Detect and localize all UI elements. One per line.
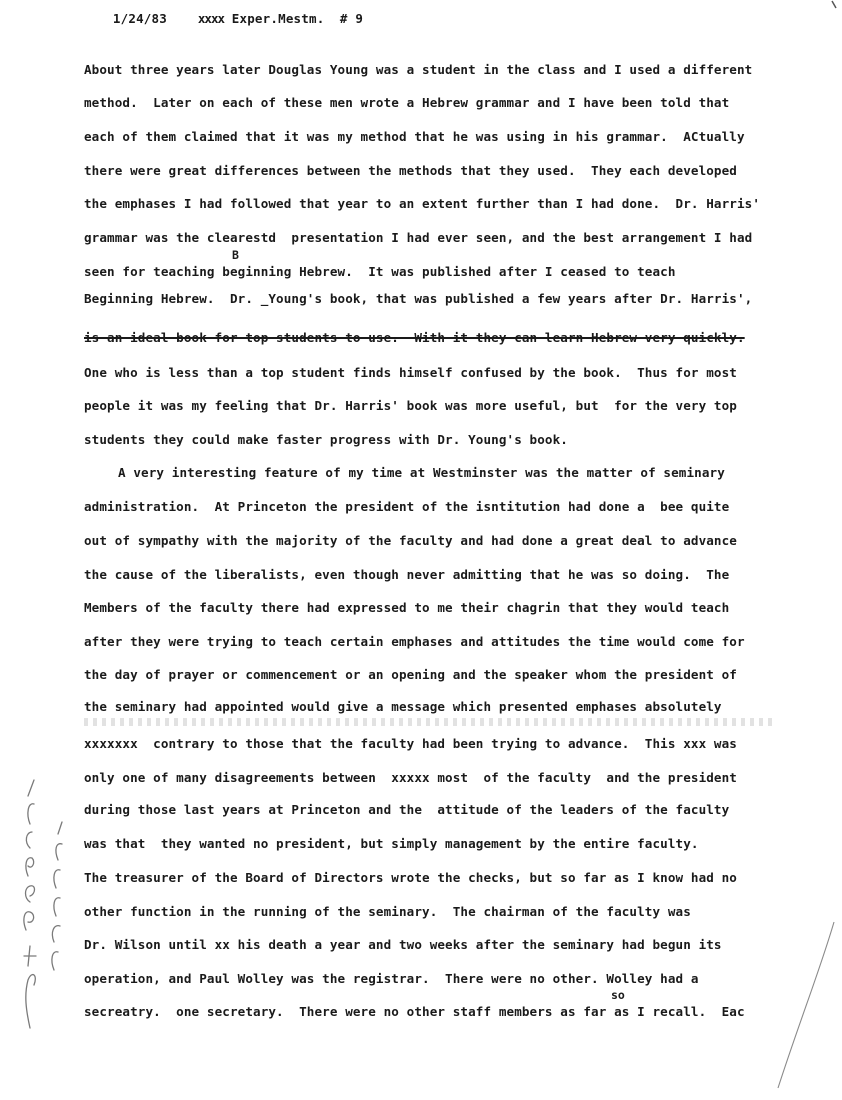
text-line: Beginning Hebrew. Dr. _Young's book, that was published a few years after Dr. Harris',: [84, 291, 753, 306]
text-line: method. Later on each of these men wrote a Hebrew grammar and I have been told that: [84, 95, 730, 110]
text-line: xxxxxxx contrary to those that the faculty had been trying to advance. This xxx was: [84, 736, 737, 751]
handwritten-insertion-so: so: [611, 988, 625, 1002]
header-page-number: # 9: [339, 11, 364, 26]
text-line: the emphases I had followed that year to an extent further than I had done. Dr. Harris': [84, 196, 761, 211]
text-line: out of sympathy with the majority of the faculty and had done a great deal to advance: [84, 533, 737, 548]
text-line: the day of prayer or commencement or an opening and the speaker whom the president of: [84, 667, 737, 682]
text-line: the cause of the liberalists, even though never admitting that he was so doing. The: [84, 567, 730, 582]
handwritten-margin-note: [10, 770, 70, 1030]
text-line: operation, and Paul Wolley was the registrar. There were no other. Wolley had a: [84, 971, 699, 986]
handwritten-insertion-b: B: [232, 248, 239, 262]
text-line: grammar was the clearestd presentation I had ever seen, and the best arrangement I had: [84, 230, 753, 245]
pen-stroke-mark: [770, 920, 840, 1090]
paragraph-start-line: A very interesting feature of my time at Westminster was the matter of seminary: [118, 465, 725, 480]
text-line: the seminary had appointed would give a message which presented emphases absolutely: [84, 699, 722, 714]
text-line: after they were trying to teach certain emphases and attitudes the time would come for: [84, 634, 745, 649]
page-header: [82, 0, 363, 41]
header-xout: xxxx: [197, 11, 225, 26]
struck-text-line: is an ideal book for top students to use. With it they can learn Hebrew very quickly.: [84, 330, 745, 345]
text-line: About three years later Douglas Young was a student in the class and I used a different: [84, 62, 753, 77]
text-line: administration. At Princeton the president of the isntitution had done a bee quite: [84, 499, 730, 514]
text-line: seen for teaching beginning Hebrew. It was published after I ceased to teach: [84, 264, 676, 279]
text-line: Members of the faculty there had expressed to me their chagrin that they would teach: [84, 600, 730, 615]
text-line: students they could make faster progress with Dr. Young's book.: [84, 432, 568, 447]
text-line: was that they wanted no president, but simply management by the entire faculty.: [84, 836, 699, 851]
text-line: Dr. Wilson until xx his death a year and two weeks after the seminary had begun its: [84, 937, 722, 952]
text-line: The treasurer of the Board of Directors wrote the checks, but so far as I know had no: [84, 870, 737, 885]
text-line: other function in the running of the seminary. The chairman of the faculty was: [84, 904, 691, 919]
text-line: during those last years at Princeton and the attitude of the leaders of the faculty: [84, 802, 730, 817]
text-line: only one of many disagreements between xxxxx most of the faculty and the president: [84, 770, 737, 785]
text-line: One who is less than a top student finds himself confused by the book. Thus for most: [84, 365, 737, 380]
text-line: each of them claimed that it was my method that he was using in his grammar. ACtually: [84, 129, 745, 144]
header-title: Exper.Mestm.: [231, 11, 325, 26]
faint-erased-line: [84, 718, 774, 726]
ink-speck: [830, 0, 838, 10]
text-line: secreatry. one secretary. There were no other staff members as far as I recall. Eac: [84, 1004, 745, 1019]
header-date: 1/24/83: [112, 11, 167, 26]
text-line: people it was my feeling that Dr. Harris' book was more useful, but for the very top: [84, 398, 737, 413]
text-line: there were great differences between the methods that they used. They each developed: [84, 163, 737, 178]
